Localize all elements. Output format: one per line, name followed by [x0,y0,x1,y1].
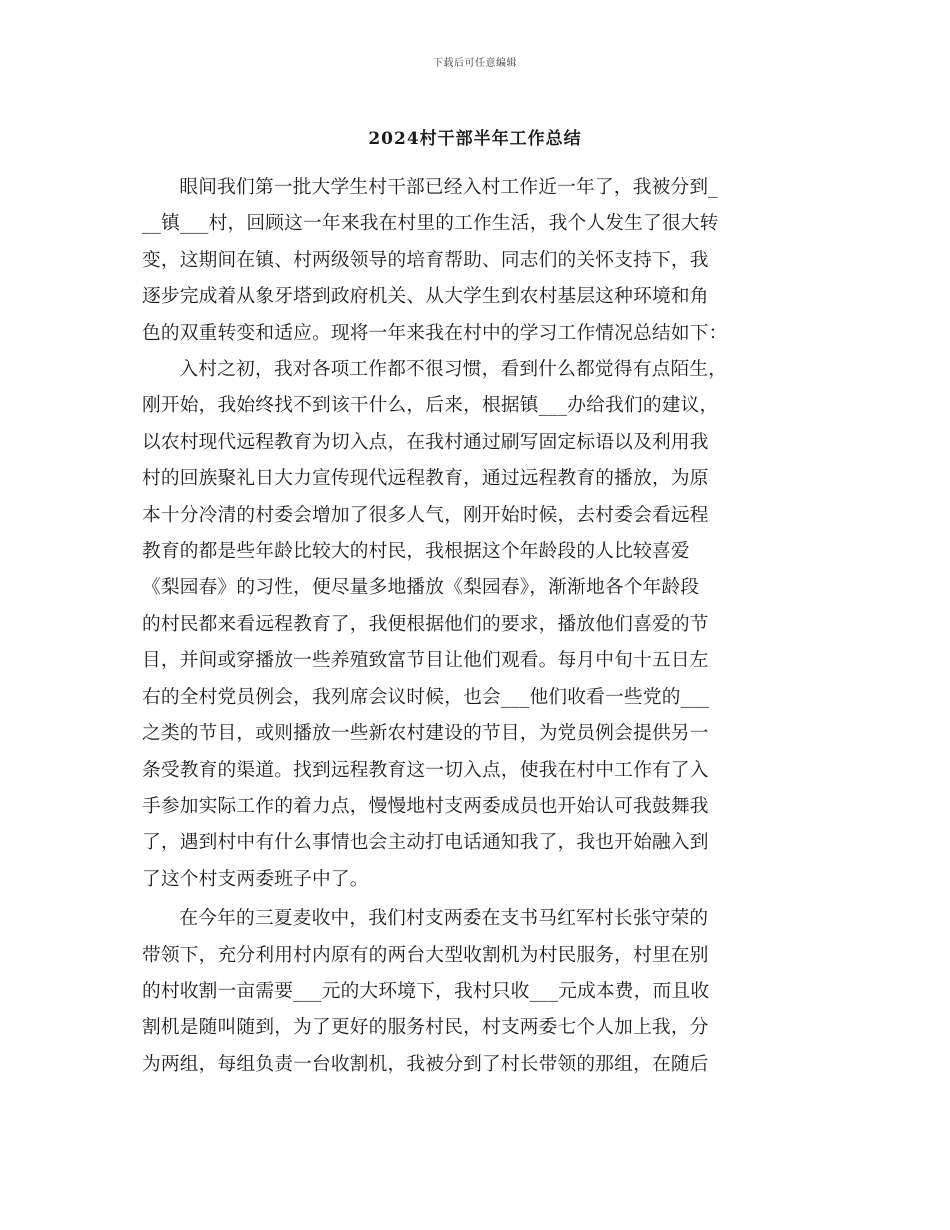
paragraph-line: 之类的节目，或则播放一些新农村建设的节目，为党员例会提供另一 [142,723,709,745]
paragraph-line: 以农村现代远程教育为切入点，在我村通过刷写固定标语以及利用我 [142,431,709,453]
page-header-note: 下载后可任意编辑 [433,58,517,69]
paragraph-line: 《梨园春》的习性，便尽量多地播放《梨园春》，渐渐地各个年龄段 [142,577,700,599]
paragraph-line: 刚开始，我始终找不到该干什么，后来，根据镇___办给我们的建议， [142,395,719,417]
paragraph-line: 的村收割一亩需要___元的大环境下，我村只收___元成本费，而且收 [142,980,710,1002]
paragraph-2 [142,352,810,898]
paragraph-line: 眼间我们第一批大学生村干部已经入村工作近一年了，我被分到_ [179,177,718,198]
paragraph-line: 入村之初，我对各项工作都不很习惯，看到什么都觉得有点陌生， [179,359,728,381]
paragraph-line: 在今年的三夏麦收中，我们村支两委在支书马红军村长张守荣的 [179,908,709,930]
paragraph-line: 为两组，每组负责一台收割机，我被分到了村长带领的那组，在随后 [142,1053,709,1075]
paragraph-line: 右的全村党员例会，我列席会议时候，也会___他们收看一些党的___ [142,686,710,708]
paragraph-3 [142,901,810,1083]
paragraph-line: 色的双重转变和适应。现将一年来我在村中的学习工作情况总结如下： [142,322,728,344]
paragraph-line: 带领下，充分利用村内原有的两台大型收割机为村民服务，村里在别 [142,944,709,966]
paragraph-line: 条受教育的渠道。找到远程教育这一切入点，使我在村中工作有了入 [142,759,709,781]
document-body [142,170,810,1083]
paragraph-line: 变，这期间在镇、村两级领导的培育帮助、同志们的关怀支持下，我 [142,249,709,271]
paragraph-line: 的村民都来看远程教育了，我便根据他们的要求，播放他们喜爱的节 [142,613,709,635]
paragraph-line: 手参加实际工作的着力点，慢慢地村支两委成员也开始认可我鼓舞我 [142,795,709,817]
paragraph-line: 了这个村支两委班子中了。 [142,868,369,890]
paragraph-line: __镇___村，回顾这一年来我在村里的工作生活，我个人发生了很大转 [142,213,719,235]
paragraph-line: 逐步完成着从象牙塔到政府机关、从大学生到农村基层这种环境和角 [142,286,709,308]
paragraph-line: 目，并间或穿播放一些养殖致富节目让他们观看。每月中旬十五日左 [142,650,709,672]
paragraph-line: 教育的都是些年龄比较大的村民，我根据这个年龄段的人比较喜爱 [142,541,690,563]
paragraph-line: 割机是随叫随到，为了更好的服务村民，村支两委七个人加上我，分 [142,1017,709,1039]
paragraph-line: 村的回族聚礼日大力宣传现代远程教育，通过远程教育的播放，为原 [142,468,709,490]
document-title: 2024村干部半年工作总结 [368,129,582,149]
paragraph-1 [142,170,810,352]
paragraph-line: 了，遇到村中有什么事情也会主动打电话通知我了，我也开始融入到 [142,832,709,854]
paragraph-line: 本十分冷清的村委会增加了很多人气，刚开始时候，去村委会看远程 [142,504,709,526]
